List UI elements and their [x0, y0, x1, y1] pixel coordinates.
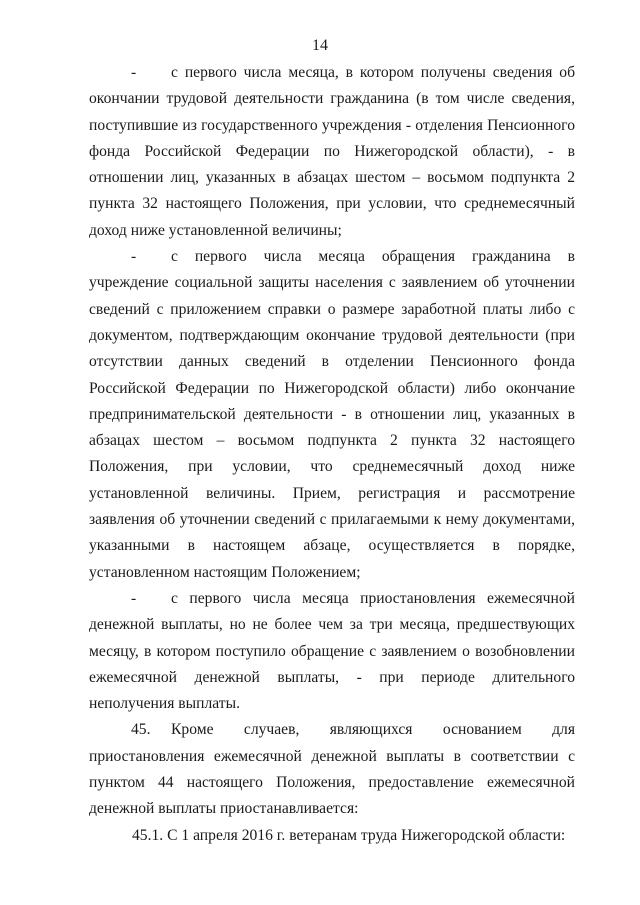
paragraph-45: [89, 717, 575, 822]
document-body: [89, 60, 575, 849]
paragraph-3: [89, 586, 575, 717]
clause-45-1: 45.1. С 1 апреля 2016 г. ветеранам труда Нижегородской области:: [132, 826, 566, 844]
paragraph-1: [89, 60, 575, 244]
clause-number: 45.: [131, 721, 151, 739]
list-marker: -: [131, 64, 137, 81]
paragraph-text: с первого числа месяца, в котором получены сведения об окончании трудовой деятельности гражданина (в том числе сведения, поступившие из государственного учреждения - отделения Пенсионного фонда Российской Федерации по Нижегородской области), - в отношении лиц, указанных в абзацах шестом – восьмом подпункта 2 пункта 32 настоящего Положения, при условии, что среднемесячный доход ниже установленной величины;: [89, 64, 575, 239]
paragraph-text: Кроме случаев, являющихся основанием для приостановления ежемесячной денежной выплаты в соответствии с пунктом 44 настоящего Положения, предоставление ежемесячной денежной выплаты приостанавливается:: [89, 721, 575, 818]
list-marker: -: [131, 248, 137, 266]
paragraph-text: с первого числа месяца приостановления ежемесячной денежной выплаты, но не более чем за три месяца, предшествующих месяцу, в котором поступило обращение с заявлением о возобновлении ежемесячной денежной выплаты, - при периоде длительного неполучения выплаты.: [89, 589, 575, 713]
paragraph-2: [89, 244, 575, 586]
list-marker: -: [131, 589, 137, 607]
paragraph-text: с первого числа месяца обращения гражданина в учреждение социальной защиты населения с заявлением об уточнении сведений с приложением справки о размере заработной платы либо с документом, подтверждающим окончание трудовой деятельности (при отсутствии данных сведений в отделении Пенсионного фонда Российской Федерации по Нижегородской области) либо окончание предпринимательской деятельности - в отношении лиц, указанных в абзацах шестом – восьмом подпункта 2 пункта 32 настоящего Положения, при условии, что среднемесячный доход ниже установленной величины. Прием, регистрация и рассмотрение заявления об уточнении сведений с прилагаемыми к нему документами, указанными в настоящем абзаце, осуществляется в порядке, установленном настоящим Положением;: [89, 248, 575, 581]
page-number: 14: [312, 37, 328, 54]
